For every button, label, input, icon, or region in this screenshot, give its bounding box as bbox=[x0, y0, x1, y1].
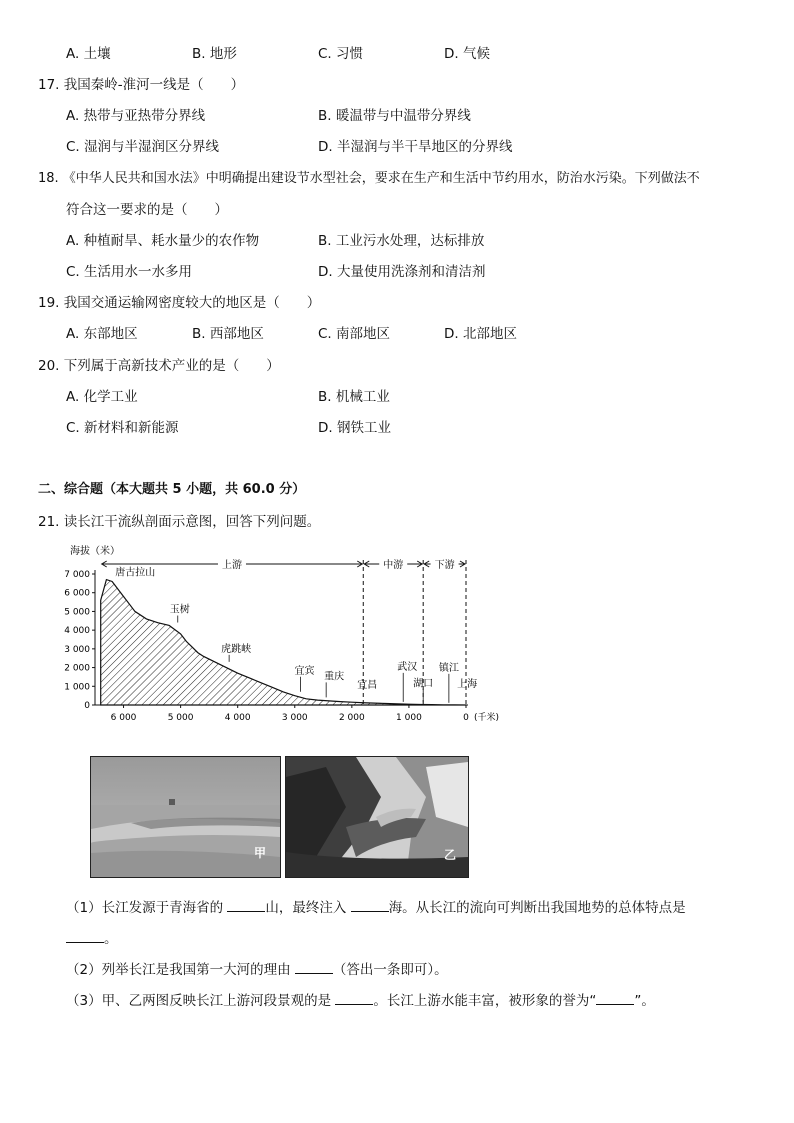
q21-sub3 bbox=[66, 990, 655, 1011]
q18-stem-line1: 18. 《中华人民共和国水法》中明确提出建设节水型社会，要求在生产和生活中节约用水，防治水污染。下列做法不 bbox=[38, 171, 700, 186]
q21-sub1-text-d: 。 bbox=[104, 931, 118, 947]
photo-jia-label: 甲 bbox=[253, 846, 266, 860]
y-tick-label: 5 000 bbox=[64, 607, 90, 618]
photo-yi bbox=[285, 756, 469, 878]
place-label-6: 武汉 bbox=[397, 661, 418, 673]
q16-option-a: A. 土壤 bbox=[66, 46, 111, 62]
q20-stem: 20. 下列属于高新技术产业的是（ ） bbox=[38, 358, 280, 374]
place-label-7: 湖口 bbox=[413, 678, 434, 690]
y-tick-label: 6 000 bbox=[64, 588, 90, 599]
segment-label-1: 中游 bbox=[383, 560, 404, 571]
x-tick-label: 0 bbox=[463, 713, 469, 723]
y-tick-label: 0 bbox=[84, 701, 90, 711]
river-profile-area bbox=[101, 580, 466, 705]
q19-stem: 19. 我国交通运输网密度较大的地区是（ ） bbox=[38, 295, 321, 311]
y-tick-label: 4 000 bbox=[64, 626, 90, 637]
q19-option-b: B. 西部地区 bbox=[192, 326, 264, 342]
place-label-5: 宜昌 bbox=[357, 680, 378, 692]
q17-option-b: B. 暖温带与中温带分界线 bbox=[318, 108, 471, 124]
answer-blank-reason[interactable] bbox=[295, 959, 333, 974]
q18-option-c: C. 生活用水一水多用 bbox=[66, 264, 193, 280]
x-tick-label: 6 000 bbox=[110, 713, 137, 723]
q21-sub3-text-b: 。长江上游水能丰富，被形象的誉为“ bbox=[373, 993, 597, 1009]
q20-option-b: B. 机械工业 bbox=[318, 389, 390, 405]
q20-option-c: C. 新材料和新能源 bbox=[66, 420, 179, 436]
answer-blank-mountain[interactable] bbox=[227, 897, 265, 912]
q16-option-d: D. 气候 bbox=[444, 46, 490, 62]
q21-sub1 bbox=[66, 897, 686, 918]
q17-option-d: D. 半湿润与半干旱地区的分界线 bbox=[318, 139, 513, 155]
x-tick-label: 4 000 bbox=[224, 713, 251, 723]
q18-stem-line2: 符合这一要求的是（ ） bbox=[66, 202, 228, 218]
q21-sub3-text-c: ”。 bbox=[634, 993, 655, 1009]
q21-sub2 bbox=[66, 959, 448, 980]
q17-stem: 17. 我国秦岭-淮河一线是（ ） bbox=[38, 77, 245, 93]
x-tick-label: 1 000 bbox=[396, 713, 422, 723]
q21-sub1-text-b: 山，最终注入 bbox=[265, 900, 351, 916]
q16-option-c: C. 习惯 bbox=[318, 46, 364, 62]
x-tick-label: 3 000 bbox=[281, 713, 308, 723]
y-tick-label: 3 000 bbox=[64, 644, 90, 655]
segment-label-0: 上游 bbox=[221, 560, 242, 571]
q21-sub2-text-a: （2）列举长江是我国第一大河的理由 bbox=[66, 962, 295, 978]
q21-sub3-text-a: （3）甲、乙两图反映长江上游河段景观的是 bbox=[66, 993, 336, 1009]
q17-option-c: C. 湿润与半湿润区分界线 bbox=[66, 139, 220, 155]
y-tick-label: 1 000 bbox=[64, 682, 90, 693]
x-tick-label: 2 000 bbox=[338, 713, 365, 723]
y-tick-label: 2 000 bbox=[64, 663, 90, 674]
photo-yi-label: 乙 bbox=[443, 848, 456, 862]
q21-stem: 21. 读长江干流纵剖面示意图，回答下列问题。 bbox=[38, 514, 321, 530]
answer-blank-sea[interactable] bbox=[351, 897, 389, 912]
photo-jia bbox=[90, 756, 281, 878]
x-axis-unit-label: (千米) bbox=[474, 713, 500, 723]
q19-option-d: D. 北部地区 bbox=[444, 326, 517, 342]
place-label-0: 唐古拉山 bbox=[115, 567, 156, 579]
place-label-9: 上海 bbox=[457, 679, 478, 690]
answer-blank-nickname[interactable] bbox=[596, 990, 634, 1005]
y-axis-label: 海拔（米） bbox=[70, 546, 120, 557]
q18-option-b: B. 工业污水处理，达标排放 bbox=[318, 233, 485, 249]
place-label-4: 重庆 bbox=[324, 671, 345, 683]
answer-blank-terrain[interactable] bbox=[66, 928, 104, 943]
place-label-1: 玉树 bbox=[169, 604, 190, 616]
place-label-2: 虎跳峡 bbox=[221, 643, 252, 655]
place-label-8: 镇江 bbox=[438, 662, 459, 674]
q17-option-a: A. 热带与亚热带分界线 bbox=[66, 108, 206, 124]
segment-label-2: 下游 bbox=[434, 560, 455, 571]
q20-option-a: A. 化学工业 bbox=[66, 389, 138, 405]
q19-option-c: C. 南部地区 bbox=[318, 326, 391, 342]
q16-option-b: B. 地形 bbox=[192, 46, 237, 62]
q18-option-d: D. 大量使用洗涤剂和清洁剂 bbox=[318, 264, 486, 280]
q21-sub1-text-a: （1）长江发源于青海省的 bbox=[66, 900, 228, 916]
gorge-river-image bbox=[286, 757, 468, 877]
q21-sub1-text-c: 海。从长江的流向可判断出我国地势的总体特点是 bbox=[388, 900, 686, 916]
answer-blank-photo[interactable] bbox=[335, 990, 373, 1005]
y-tick-label: 7 000 bbox=[64, 570, 90, 580]
q21-sub1-cont bbox=[66, 928, 118, 949]
yangtze-profile-chart bbox=[62, 544, 512, 734]
q20-option-d: D. 钢铁工业 bbox=[318, 420, 391, 436]
plateau-river-image bbox=[91, 757, 280, 877]
q18-option-a: A. 种植耐旱、耗水量少的农作物 bbox=[66, 233, 260, 249]
q19-option-a: A. 东部地区 bbox=[66, 326, 138, 342]
q21-sub2-text-b: （答出一条即可）。 bbox=[332, 962, 448, 978]
x-tick-label: 5 000 bbox=[167, 713, 194, 723]
place-label-3: 宜宾 bbox=[294, 665, 315, 677]
section-heading: 二、综合题（本大题共 5 小题，共 60.0 分） bbox=[38, 482, 306, 497]
